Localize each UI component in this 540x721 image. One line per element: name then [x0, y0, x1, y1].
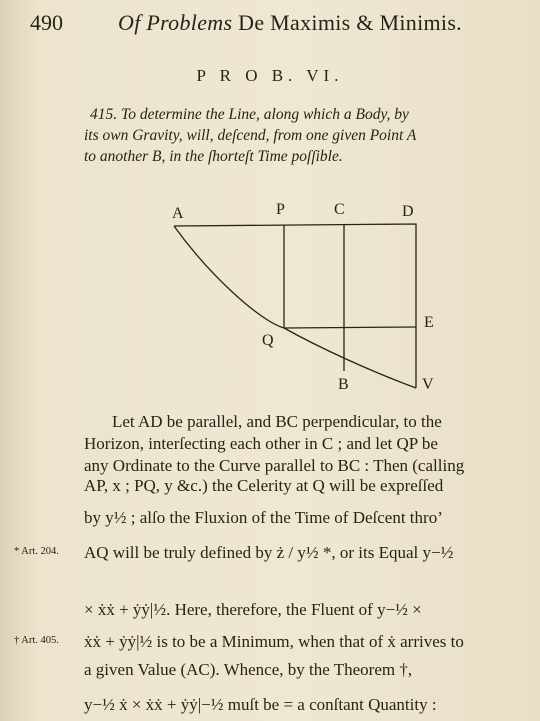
label-d: D: [402, 203, 414, 220]
brachistochrone-figure: [160, 196, 450, 401]
body-line-3: any Ordinate to the Curve parallel to BC : Then (calling: [84, 456, 465, 475]
label-b: B: [338, 376, 349, 393]
margin-note-art-204: * Art. 204.: [14, 546, 59, 557]
figure-frame-lines: [174, 224, 416, 388]
descent-curve: [174, 226, 416, 388]
statement-line-2: its own Gravity, will, deſcend, from one given Point A: [84, 127, 417, 144]
page-number: 490: [30, 10, 63, 35]
problem-title: P R O B. VI.: [196, 66, 344, 85]
body-line-5: by y½ ; alſo the Fluxion of the Time of Deſcent thro’: [84, 508, 443, 527]
body-line-6: AQ will be truly defined by ż / y½ *, or its Equal y−½: [84, 543, 454, 562]
margin-note-art-405: † Art. 405.: [14, 635, 59, 646]
label-v: V: [422, 376, 434, 393]
body-line-8: ẋẋ + ẏẏ|½ is to be a Minimum, when that of ẋ arrives to: [84, 632, 464, 651]
body-line-10: y−½ ẋ × ẋẋ + ẏẏ|−½ muſt be = a conſtant Quantity :: [84, 695, 437, 714]
body-line-1: Let AD be parallel, and BC perpendicular, to the: [112, 412, 442, 431]
running-title-roman: De Maximis & Minimis.: [238, 10, 462, 35]
label-a: A: [172, 205, 184, 222]
label-p: P: [276, 201, 285, 218]
label-e: E: [424, 314, 434, 331]
label-q: Q: [262, 332, 274, 349]
body-line-2: Horizon, interſecting each other in C ; and let QP be: [84, 434, 438, 453]
running-title: [118, 10, 462, 36]
statement-line-1: 415. To determine the Line, along which a Body, by: [90, 106, 409, 123]
body-line-7: × ẋẋ + ẏẏ|½. Here, therefore, the Fluent of y−½ ×: [84, 600, 422, 619]
statement-line-3: to another B, in the ſhorteſt Time poſſible.: [84, 148, 343, 165]
body-line-9: a given Value (AC). Whence, by the Theorem †,: [84, 660, 413, 679]
label-c: C: [334, 201, 345, 218]
line-qe: [284, 327, 416, 328]
body-line-4: AP, x ; PQ, y &c.) the Celerity at Q will be expreſſed: [84, 476, 444, 495]
running-title-italic: Of Problems: [118, 10, 233, 35]
